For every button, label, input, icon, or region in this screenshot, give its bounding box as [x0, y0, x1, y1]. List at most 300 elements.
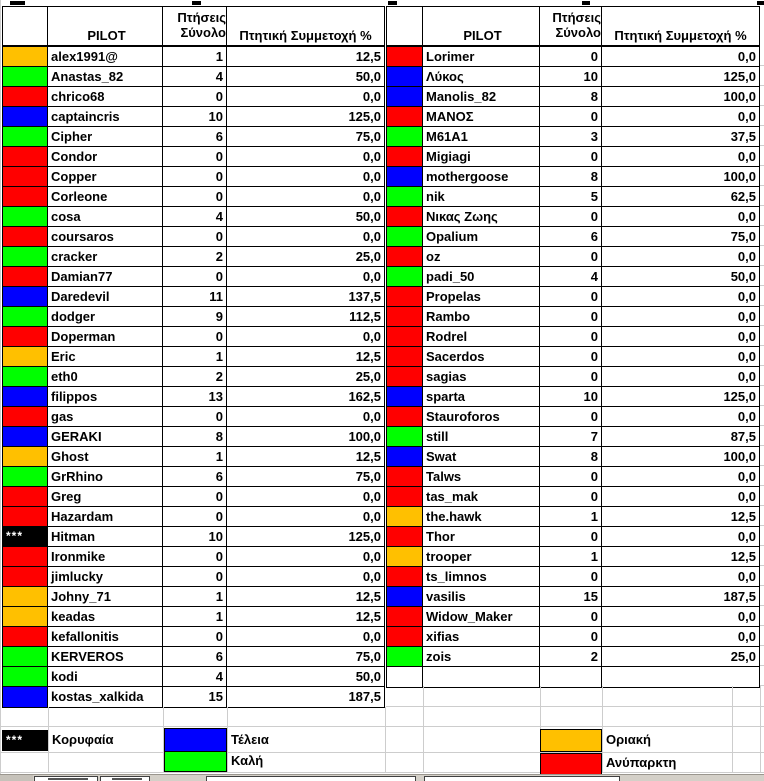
flights-total-cell[interactable]: 0 — [540, 247, 602, 266]
participation-color-cell[interactable] — [387, 627, 423, 646]
participation-percent-cell[interactable]: 0,0 — [737, 369, 756, 384]
participation-color-cell[interactable] — [3, 687, 48, 707]
pilot-name-cell[interactable]: vasilis — [423, 587, 540, 606]
participation-color-cell[interactable] — [387, 467, 423, 486]
pilot-name-cell[interactable]: Rambo — [423, 307, 540, 326]
flights-total-cell[interactable]: 0 — [540, 367, 602, 386]
participation-color-cell[interactable]: *** — [3, 527, 48, 546]
pilot-name-cell[interactable]: sparta — [423, 387, 540, 406]
table-row — [3, 487, 384, 507]
pilot-name-cell[interactable]: jimlucky — [48, 567, 163, 586]
participation-color-cell[interactable] — [3, 307, 48, 326]
participation-percent-cell[interactable]: 187,5 — [723, 589, 756, 604]
participation-color-cell[interactable] — [3, 587, 48, 606]
participation-percent-cell[interactable]: 0,0 — [362, 329, 381, 344]
flights-total-cell[interactable]: 11 — [163, 287, 227, 306]
flights-total-cell[interactable]: 1 — [540, 507, 602, 526]
pilot-name-cell[interactable]: kostas_xalkida — [48, 687, 163, 707]
flights-total-cell[interactable]: 0 — [540, 527, 602, 546]
flights-total-cell[interactable]: 7 — [540, 427, 602, 446]
pilot-name-cell[interactable]: kodi — [48, 667, 163, 686]
table-row — [387, 407, 759, 427]
sheet-tab-active[interactable] — [424, 776, 620, 781]
pilot-name-cell[interactable]: GERAKI — [48, 427, 163, 446]
flights-total-cell[interactable]: 6 — [163, 647, 227, 666]
participation-color-cell[interactable] — [3, 487, 48, 506]
flights-header-cell[interactable] — [540, 7, 602, 45]
participation-percent-cell[interactable]: 125,0 — [348, 529, 381, 544]
table-row — [3, 567, 384, 587]
flights-total-cell[interactable]: 0 — [163, 87, 227, 106]
participation-color-cell[interactable] — [387, 187, 423, 206]
participation-color-cell[interactable] — [3, 427, 48, 446]
pilot-name-cell[interactable]: Condor — [48, 147, 163, 166]
participation-color-cell[interactable] — [3, 167, 48, 186]
participation-percent-cell[interactable]: 100,0 — [723, 89, 756, 104]
participation-color-cell[interactable] — [387, 267, 423, 286]
pilot-name-cell[interactable]: Hazardam — [48, 507, 163, 526]
pilot-name-cell[interactable]: M61A1 — [423, 127, 540, 146]
pilot-name-cell[interactable]: zois — [423, 647, 540, 666]
participation-percent-cell[interactable]: 12,5 — [355, 589, 381, 604]
flights-total-cell[interactable]: 8 — [540, 167, 602, 186]
participation-percent-cell[interactable]: 62,5 — [730, 189, 756, 204]
color-header-cell[interactable] — [3, 7, 48, 45]
flights-total-cell[interactable]: 0 — [163, 547, 227, 566]
flights-total-cell[interactable]: 10 — [163, 527, 227, 546]
participation-color-cell[interactable] — [387, 67, 423, 86]
flights-total-cell[interactable]: 1 — [163, 447, 227, 466]
flights-total-cell[interactable]: 2 — [163, 247, 227, 266]
flights-total-cell[interactable]: 0 — [540, 147, 602, 166]
flights-total-cell[interactable]: 0 — [540, 347, 602, 366]
participation-color-cell[interactable] — [387, 387, 423, 406]
participation-color-cell[interactable] — [3, 207, 48, 226]
flights-total-cell[interactable]: 0 — [540, 307, 602, 326]
color-header-cell[interactable] — [387, 7, 423, 45]
participation-color-cell[interactable] — [387, 47, 423, 66]
pilot-name-cell[interactable]: Greg — [48, 487, 163, 506]
pilot-name-cell[interactable]: trooper — [423, 547, 540, 566]
participation-percent-cell[interactable]: 187,5 — [348, 689, 381, 704]
pilot-name-cell[interactable]: chrico68 — [48, 87, 163, 106]
participation-color-cell[interactable] — [3, 327, 48, 346]
pilot-name-cell[interactable]: Hitman — [48, 527, 163, 546]
pilot-name-cell[interactable]: dodger — [48, 307, 163, 326]
flights-total-cell[interactable]: 8 — [540, 447, 602, 466]
pilot-name-cell[interactable]: Migiagi — [423, 147, 540, 166]
participation-color-cell[interactable] — [3, 607, 48, 626]
table-row — [3, 47, 384, 67]
legend-swatch-kali[interactable] — [164, 751, 227, 772]
participation-percent-cell[interactable]: 50,0 — [355, 669, 381, 684]
participation-percent-cell[interactable]: 137,5 — [348, 289, 381, 304]
pilot-name-cell[interactable]: Copper — [48, 167, 163, 186]
pilot-name-cell[interactable]: Widow_Maker — [423, 607, 540, 626]
participation-color-cell[interactable] — [3, 387, 48, 406]
flights-total-cell[interactable]: 9 — [163, 307, 227, 326]
participation-percent-cell[interactable]: 12,5 — [730, 549, 756, 564]
pilot-name-cell[interactable]: xifias — [423, 627, 540, 646]
participation-percent-cell[interactable]: 162,5 — [348, 389, 381, 404]
flights-total-cell[interactable]: 4 — [163, 67, 227, 86]
participation-color-cell[interactable] — [387, 287, 423, 306]
legend-swatch-oriaki[interactable] — [540, 729, 602, 752]
table-header — [387, 7, 759, 47]
participation-percent-cell[interactable]: 0,0 — [737, 349, 756, 364]
participation-percent-cell[interactable]: 0,0 — [737, 209, 756, 224]
pilot-name-cell[interactable]: Eric — [48, 347, 163, 366]
table-row — [3, 207, 384, 227]
flights-total-cell[interactable]: 1 — [540, 547, 602, 566]
flights-total-cell[interactable]: 0 — [540, 467, 602, 486]
pilot-name-cell[interactable]: the.hawk — [423, 507, 540, 526]
flights-total-cell[interactable]: 4 — [163, 667, 227, 686]
flights-total-cell[interactable]: 0 — [163, 407, 227, 426]
pilot-name-cell[interactable]: oz — [423, 247, 540, 266]
participation-header-cell[interactable]: Πτητική Συμμετοχή % — [239, 28, 372, 43]
participation-color-cell[interactable] — [3, 507, 48, 526]
pilot-name-cell[interactable]: Talws — [423, 467, 540, 486]
flights-total-cell[interactable]: 6 — [540, 227, 602, 246]
participation-color-cell[interactable] — [387, 167, 423, 186]
flights-total-cell[interactable]: 0 — [163, 227, 227, 246]
pilot-name-cell[interactable]: ts_limnos — [423, 567, 540, 586]
table-row — [3, 107, 384, 127]
participation-percent-cell[interactable]: 0,0 — [737, 569, 756, 584]
legend-label-teleia[interactable]: Τέλεια — [231, 732, 269, 747]
participation-percent-cell[interactable]: 0,0 — [737, 469, 756, 484]
participation-percent-cell[interactable]: 0,0 — [737, 489, 756, 504]
participation-percent-cell[interactable]: 12,5 — [355, 349, 381, 364]
flights-total-cell[interactable]: 0 — [540, 207, 602, 226]
flights-total-cell[interactable]: 0 — [163, 167, 227, 186]
pilot-name-cell[interactable]: Lorimer — [423, 47, 540, 66]
legend-label-korifea[interactable]: Κορυφαία — [52, 732, 114, 747]
pilot-name-cell[interactable]: Swat — [423, 447, 540, 466]
participation-percent-cell[interactable]: 0,0 — [737, 289, 756, 304]
flights-total-cell[interactable]: 0 — [540, 487, 602, 506]
participation-percent-cell[interactable]: 0,0 — [362, 629, 381, 644]
table-row — [3, 427, 384, 447]
flights-total-cell[interactable]: 0 — [163, 187, 227, 206]
flights-total-cell[interactable]: 15 — [163, 687, 227, 707]
participation-percent-cell[interactable] — [602, 667, 759, 687]
flights-total-cell[interactable]: 13 — [163, 387, 227, 406]
flights-total-cell[interactable]: 10 — [540, 387, 602, 406]
participation-header-cell[interactable]: Πτητική Συμμετοχή % — [614, 28, 747, 43]
participation-percent-cell[interactable]: 0,0 — [737, 309, 756, 324]
pilot-name-cell[interactable]: Thor — [423, 527, 540, 546]
participation-percent-cell[interactable]: 100,0 — [348, 429, 381, 444]
gridline — [760, 46, 764, 686]
participation-percent-cell[interactable]: 12,5 — [730, 509, 756, 524]
participation-color-cell[interactable] — [3, 447, 48, 466]
participation-color-cell[interactable] — [3, 367, 48, 386]
pilot-name-cell[interactable]: Νικας Ζωης — [423, 207, 540, 226]
legend-label-oriaki[interactable]: Οριακή — [606, 732, 651, 747]
participation-color-cell[interactable] — [387, 307, 423, 326]
pilot-header-cell[interactable]: PILOT — [48, 7, 163, 45]
flights-total-cell[interactable]: 0 — [540, 287, 602, 306]
flights-total-cell[interactable]: 0 — [163, 487, 227, 506]
flights-total-cell[interactable]: 1 — [163, 47, 227, 66]
participation-color-cell[interactable] — [387, 227, 423, 246]
participation-color-cell[interactable] — [387, 547, 423, 566]
participation-percent-cell[interactable]: 25,0 — [355, 249, 381, 264]
flights-total-cell[interactable]: 2 — [163, 367, 227, 386]
legend-swatch-anyparkti[interactable] — [540, 753, 602, 775]
gridline — [0, 726, 764, 727]
table-row — [387, 667, 759, 687]
cutoff-text-remnant — [10, 1, 25, 5]
participation-color-cell[interactable] — [387, 407, 423, 426]
participation-color-cell[interactable] — [3, 127, 48, 146]
pilot-name-cell[interactable]: Doperman — [48, 327, 163, 346]
participation-percent-cell[interactable]: 0,0 — [737, 529, 756, 544]
flights-total-cell[interactable]: 4 — [163, 207, 227, 226]
flights-total-cell[interactable]: 15 — [540, 587, 602, 606]
participation-color-cell[interactable] — [387, 367, 423, 386]
participation-percent-cell[interactable]: 0,0 — [737, 609, 756, 624]
flights-total-cell[interactable]: 8 — [540, 87, 602, 106]
participation-percent-cell[interactable]: 125,0 — [723, 69, 756, 84]
participation-percent-cell[interactable]: 112,5 — [349, 309, 381, 324]
flights-total-cell[interactable]: 0 — [163, 267, 227, 286]
pilot-name-cell[interactable] — [423, 667, 540, 687]
participation-percent-cell[interactable]: 37,5 — [730, 129, 756, 144]
participation-percent-cell[interactable]: 75,0 — [730, 229, 756, 244]
flights-total-cell[interactable]: 2 — [540, 647, 602, 666]
sheet-nav-buttons[interactable] — [0, 775, 33, 781]
participation-color-cell[interactable] — [3, 227, 48, 246]
participation-color-cell[interactable] — [387, 427, 423, 446]
participation-color-cell[interactable] — [387, 327, 423, 346]
pilot-name-cell[interactable]: Opalium — [423, 227, 540, 246]
participation-percent-cell[interactable]: 87,5 — [730, 429, 756, 444]
table-row — [387, 167, 759, 187]
participation-color-cell[interactable] — [387, 207, 423, 226]
participation-percent-cell[interactable]: 0,0 — [362, 169, 381, 184]
flights-header-cell[interactable] — [163, 7, 227, 45]
participation-percent-cell[interactable]: 25,0 — [355, 369, 381, 384]
participation-percent-cell[interactable]: 50,0 — [730, 269, 756, 284]
participation-color-cell[interactable] — [3, 647, 48, 666]
participation-color-cell[interactable] — [3, 87, 48, 106]
participation-color-cell[interactable] — [3, 627, 48, 646]
participation-color-cell[interactable] — [3, 267, 48, 286]
participation-color-cell[interactable] — [3, 467, 48, 486]
pilot-name-cell[interactable]: Ironmike — [48, 547, 163, 566]
flights-total-cell[interactable]: 0 — [540, 567, 602, 586]
pilot-name-cell[interactable]: coursaros — [48, 227, 163, 246]
participation-percent-cell[interactable]: 0,0 — [362, 189, 381, 204]
flights-total-cell[interactable]: 10 — [163, 107, 227, 126]
participation-percent-cell[interactable]: 0,0 — [362, 549, 381, 564]
table-row — [3, 367, 384, 387]
participation-color-cell[interactable] — [387, 87, 423, 106]
legend-swatch-korifea[interactable] — [2, 730, 48, 751]
participation-percent-cell[interactable]: 75,0 — [355, 649, 381, 664]
participation-percent-cell[interactable]: 75,0 — [355, 129, 381, 144]
participation-percent-cell[interactable]: 125,0 — [348, 109, 381, 124]
flights-total-cell[interactable]: 0 — [163, 327, 227, 346]
flights-total-cell[interactable]: 0 — [540, 607, 602, 626]
pilot-name-cell[interactable]: gas — [48, 407, 163, 426]
flights-total-cell[interactable]: 0 — [163, 507, 227, 526]
participation-color-cell[interactable] — [387, 487, 423, 506]
participation-percent-cell[interactable]: 0,0 — [737, 329, 756, 344]
pilot-name-cell[interactable]: still — [423, 427, 540, 446]
pilot-name-cell[interactable]: padi_50 — [423, 267, 540, 286]
pilot-name-cell[interactable]: mothergoose — [423, 167, 540, 186]
participation-color-cell[interactable] — [3, 147, 48, 166]
participation-percent-cell[interactable]: 125,0 — [723, 389, 756, 404]
participation-percent-cell[interactable]: 0,0 — [737, 109, 756, 124]
pilot-name-cell[interactable]: Λύκος — [423, 67, 540, 86]
pilot-name-cell[interactable]: Daredevil — [48, 287, 163, 306]
participation-percent-cell[interactable]: 100,0 — [723, 449, 756, 464]
pilot-name-cell[interactable]: filippos — [48, 387, 163, 406]
participation-percent-cell[interactable]: 50,0 — [355, 209, 381, 224]
participation-color-cell[interactable] — [3, 247, 48, 266]
participation-percent-cell[interactable]: 0,0 — [362, 489, 381, 504]
participation-color-cell[interactable] — [387, 107, 423, 126]
sheet-tab[interactable] — [206, 776, 416, 781]
flights-total-cell[interactable]: 1 — [163, 607, 227, 626]
pilot-name-cell[interactable]: cracker — [48, 247, 163, 266]
pilot-name-cell[interactable]: cosa — [48, 207, 163, 226]
participation-color-cell[interactable] — [3, 67, 48, 86]
flights-total-cell[interactable]: 0 — [540, 47, 602, 66]
participation-color-cell[interactable] — [387, 507, 423, 526]
participation-color-cell[interactable] — [387, 347, 423, 366]
participation-color-cell[interactable] — [3, 47, 48, 66]
participation-color-cell[interactable] — [3, 567, 48, 586]
pilot-name-cell[interactable]: nik — [423, 187, 540, 206]
participation-percent-cell[interactable]: 75,0 — [355, 469, 381, 484]
pilot-name-cell[interactable]: Stauroforos — [423, 407, 540, 426]
participation-percent-cell[interactable]: 0,0 — [362, 569, 381, 584]
pilot-name-cell[interactable]: Johny_71 — [48, 587, 163, 606]
participation-color-cell[interactable] — [387, 567, 423, 586]
pilot-name-cell[interactable]: Ghost — [48, 447, 163, 466]
table-row — [387, 347, 759, 367]
pilot-name-cell[interactable]: keadas — [48, 607, 163, 626]
participation-color-cell[interactable] — [3, 287, 48, 306]
table-row — [3, 667, 384, 687]
flights-total-cell[interactable]: 10 — [540, 67, 602, 86]
participation-color-cell[interactable] — [387, 667, 423, 687]
pilot-name-cell[interactable]: Cipher — [48, 127, 163, 146]
table-row — [387, 267, 759, 287]
participation-color-cell[interactable] — [387, 587, 423, 606]
pilot-name-cell[interactable]: Damian77 — [48, 267, 163, 286]
pilot-name-cell[interactable]: Sacerdos — [423, 347, 540, 366]
participation-color-cell[interactable] — [3, 107, 48, 126]
participation-color-cell[interactable] — [3, 547, 48, 566]
flights-total-cell[interactable]: 8 — [163, 427, 227, 446]
flights-total-cell[interactable]: 0 — [163, 567, 227, 586]
flights-total-cell[interactable]: 0 — [540, 407, 602, 426]
pilot-name-cell[interactable]: Anastas_82 — [48, 67, 163, 86]
flights-total-cell[interactable]: 0 — [540, 327, 602, 346]
flights-total-cell[interactable]: 0 — [540, 627, 602, 646]
legend-label-kali[interactable]: Καλή — [231, 753, 264, 768]
participation-percent-cell[interactable]: 50,0 — [355, 69, 381, 84]
flights-total-cell[interactable]: 3 — [540, 127, 602, 146]
participation-color-cell[interactable] — [387, 147, 423, 166]
participation-percent-cell[interactable]: 0,0 — [362, 89, 381, 104]
pilot-name-cell[interactable]: ΜΑΝΟΣ — [423, 107, 540, 126]
participation-percent-cell[interactable]: 12,5 — [355, 49, 381, 64]
participation-percent-cell[interactable]: 0,0 — [737, 249, 756, 264]
pilot-name-cell[interactable]: Manolis_82 — [423, 87, 540, 106]
flights-total-cell[interactable]: 6 — [163, 127, 227, 146]
participation-percent-cell[interactable]: 0,0 — [737, 629, 756, 644]
pilot-header-cell[interactable]: PILOT — [423, 7, 540, 45]
participation-color-cell[interactable] — [387, 447, 423, 466]
pilot-name-cell[interactable]: Rodrel — [423, 327, 540, 346]
participation-color-cell[interactable] — [387, 127, 423, 146]
participation-color-cell[interactable] — [387, 527, 423, 546]
participation-color-cell[interactable] — [3, 347, 48, 366]
participation-color-cell[interactable] — [387, 647, 423, 666]
participation-color-cell[interactable] — [3, 667, 48, 686]
participation-color-cell[interactable] — [3, 187, 48, 206]
pilot-name-cell[interactable]: Corleone — [48, 187, 163, 206]
flights-total-cell[interactable]: 4 — [540, 267, 602, 286]
legend-swatch-teleia[interactable] — [164, 728, 227, 752]
participation-color-cell[interactable] — [387, 607, 423, 626]
pilot-name-cell[interactable]: Propelas — [423, 287, 540, 306]
participation-percent-cell[interactable]: 25,0 — [730, 649, 756, 664]
participation-color-cell[interactable] — [3, 407, 48, 426]
participation-percent-cell[interactable]: 0,0 — [362, 149, 381, 164]
participation-percent-cell[interactable]: 0,0 — [362, 269, 381, 284]
participation-percent-cell[interactable]: 100,0 — [723, 169, 756, 184]
participation-percent-cell[interactable]: 0,0 — [737, 409, 756, 424]
flights-total-cell[interactable]: 0 — [163, 627, 227, 646]
flights-total-cell[interactable]: 1 — [163, 587, 227, 606]
flights-total-cell[interactable]: 0 — [540, 107, 602, 126]
pilot-name-cell[interactable]: KERVEROS — [48, 647, 163, 666]
cutoff-text-remnant — [757, 1, 764, 5]
participation-percent-cell[interactable]: 12,5 — [355, 609, 381, 624]
flights-total-cell[interactable]: 6 — [163, 467, 227, 486]
flights-total-cell[interactable]: 5 — [540, 187, 602, 206]
participation-percent-cell[interactable]: 0,0 — [737, 49, 756, 64]
participation-color-cell[interactable] — [387, 247, 423, 266]
legend-label-anyparkti[interactable]: Ανύπαρκτη — [606, 755, 677, 770]
pilot-name-cell[interactable]: GrRhino — [48, 467, 163, 486]
pilot-name-cell[interactable]: sagias — [423, 367, 540, 386]
pilot-name-cell[interactable]: alex1991@ — [48, 47, 163, 66]
participation-percent-cell[interactable]: 12,5 — [355, 449, 381, 464]
participation-percent-cell[interactable]: 0,0 — [362, 229, 381, 244]
pilot-name-cell[interactable]: captaincris — [48, 107, 163, 126]
flights-total-cell[interactable] — [540, 667, 602, 687]
pilot-name-cell[interactable]: eth0 — [48, 367, 163, 386]
participation-percent-cell[interactable]: 0,0 — [737, 149, 756, 164]
flights-total-cell[interactable]: 0 — [163, 147, 227, 166]
flights-total-cell[interactable]: 1 — [163, 347, 227, 366]
pilot-name-cell[interactable]: tas_mak — [423, 487, 540, 506]
participation-percent-cell[interactable]: 0,0 — [362, 509, 381, 524]
pilot-name-cell[interactable]: kefallonitis — [48, 627, 163, 646]
participation-percent-cell[interactable]: 0,0 — [362, 409, 381, 424]
table-row — [387, 367, 759, 387]
